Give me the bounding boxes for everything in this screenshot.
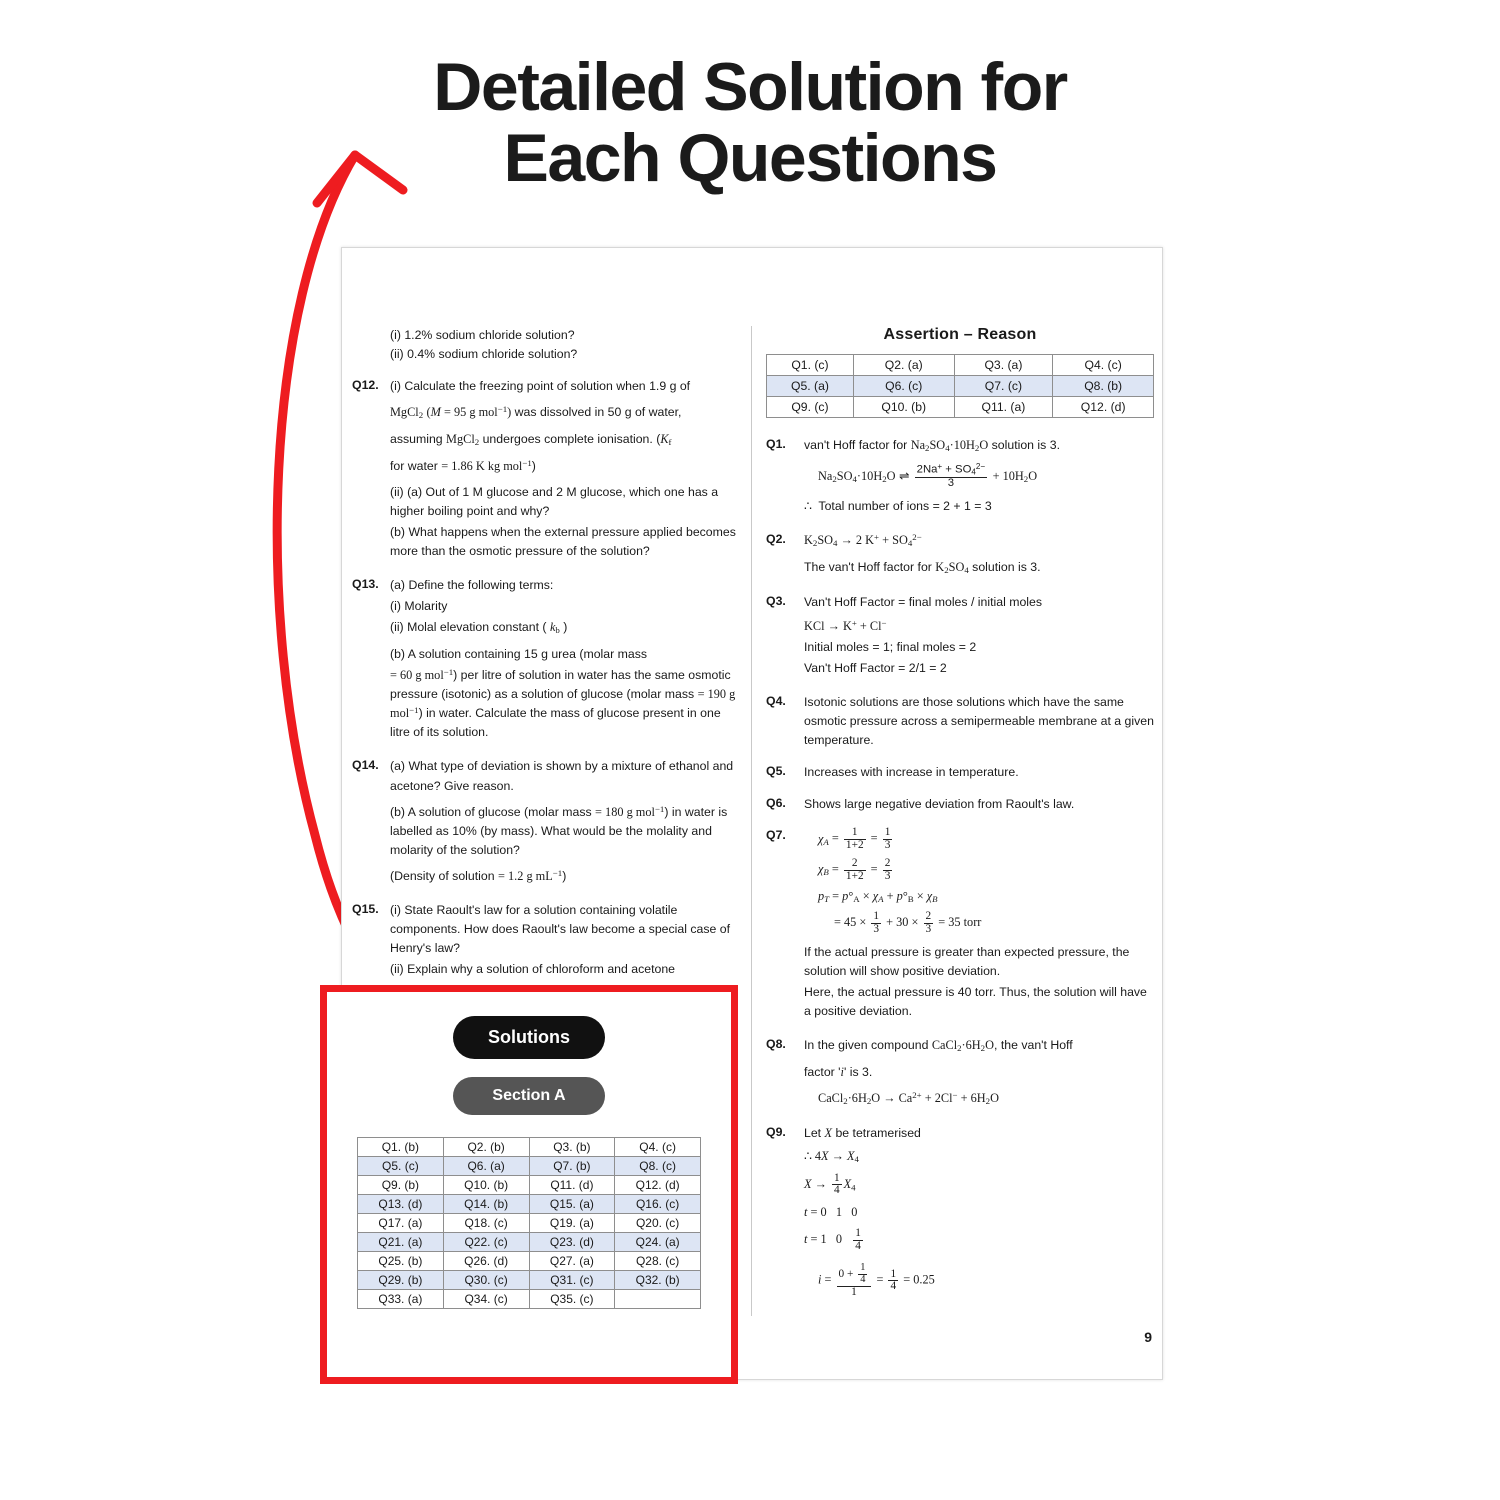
answer-cell: Q10. (b) <box>853 397 954 418</box>
solution-label: Q8. <box>766 1036 786 1051</box>
answer-cell: Q11. (a) <box>954 397 1053 418</box>
table-row <box>358 1214 701 1233</box>
answer-cell: Q35. (c) <box>529 1290 615 1309</box>
answer-cell: Q2. (a) <box>853 355 954 376</box>
answer-cell: Q9. (c) <box>767 397 854 418</box>
answer-cell: Q10. (b) <box>443 1176 529 1195</box>
answer-cell: Q8. (c) <box>615 1157 701 1176</box>
solution-label: Q9. <box>766 1124 786 1139</box>
solution-body: Isotonic solutions are those solutions which have the same osmotic pressure across a semipermeable membrane at a given temperature. <box>804 695 1154 748</box>
answer-cell: Q4. (c) <box>615 1138 701 1157</box>
answer-cell: Q30. (c) <box>443 1271 529 1290</box>
answer-cell: Q5. (c) <box>358 1157 444 1176</box>
solutions-heading-pill: Solutions <box>453 1016 605 1059</box>
solution-line: Van't Hoff Factor = final moles / initial moles <box>804 594 1043 609</box>
solution-body: Shows large negative deviation from Raoult's law. <box>804 797 1075 812</box>
solution-body: van't Hoff factor for $Na_2SO_4\cdot 10H_2O$ solution is 3. $Na_2SO_4\cdot 10H_2O$ ⇌ $\frac{2Na^+ + SO_4^{2-}}{3}$ + $10H_2O$ ∴ Total number of ions = 2 + 1 = 3 <box>804 438 1060 514</box>
question-label: Q12. <box>352 378 379 393</box>
answer-cell: Q28. (c) <box>615 1252 701 1271</box>
solution-body: $K_2SO_4 \to 2$ $K^+ + SO_4^{2-}$ The van't Hoff factor for $K_2SO_4$ solution is 3. <box>804 532 1041 576</box>
question-label: Q14. <box>352 758 379 773</box>
table-row <box>358 1138 701 1157</box>
solution-block <box>766 693 1154 750</box>
solution-line: If the actual pressure is greater than expected pressure, the solution will show positive deviation. <box>804 944 1130 978</box>
answer-cell: Q16. (c) <box>615 1195 701 1214</box>
answer-cell: Q3. (b) <box>529 1138 615 1157</box>
answer-cell: Q19. (a) <box>529 1214 615 1233</box>
solution-block <box>766 1036 1154 1111</box>
answer-cell: Q2. (b) <box>443 1138 529 1157</box>
answer-cell: Q26. (d) <box>443 1252 529 1271</box>
table-row <box>358 1252 701 1271</box>
question-part: (ii) Explain why a solution of chloroform and acetone <box>390 961 676 976</box>
solution-label: Q1. <box>766 437 786 451</box>
solution-block <box>766 795 1154 814</box>
table-row <box>767 376 1154 397</box>
solution-body: Van't Hoff Factor = final moles / initial moles KCl → K+ + Cl− Initial moles = 1; final moles = 2 Van't Hoff Factor = 2/1 = 2 <box>804 593 1154 680</box>
answer-cell: Q29. (b) <box>358 1271 444 1290</box>
question-body <box>390 901 737 981</box>
answer-cell: Q7. (c) <box>954 376 1053 397</box>
answer-cell: Q6. (a) <box>443 1157 529 1176</box>
solution-block <box>766 531 1154 580</box>
answer-cell: Q20. (c) <box>615 1214 701 1233</box>
answer-cell: Q13. (d) <box>358 1195 444 1214</box>
intro-line-2: (ii) 0.4% sodium chloride solution? <box>390 347 578 362</box>
answer-cell: Q8. (b) <box>1053 376 1154 397</box>
solution-label: Q4. <box>766 694 786 709</box>
answer-cell: Q27. (a) <box>529 1252 615 1271</box>
answer-cell: Q23. (d) <box>529 1233 615 1252</box>
solution-block <box>766 827 1154 1022</box>
solution-label: Q2. <box>766 532 786 547</box>
solution-body: Increases with increase in temperature. <box>804 765 1019 780</box>
question-block <box>352 377 737 563</box>
solution-line: Initial moles = 1; final moles = 2 <box>804 640 977 655</box>
table-row <box>358 1176 701 1195</box>
question-body: (a) What type of deviation is shown by a mixture of ethanol and acetone? Give reason. (b) A solution of glucose (molar mass = 180 g mol$^{-1}$) in water is labelled as 10% (by mass). What would be the molality and molarity of the solution? (Density of solution = 1.2 g $mL^{-1}$) <box>390 759 734 883</box>
answer-cell: Q18. (c) <box>443 1214 529 1233</box>
solution-label: Q7. <box>766 828 786 843</box>
page-title-line-2: Each Questions <box>503 120 997 197</box>
answer-cell: Q11. (d) <box>529 1176 615 1195</box>
solution-body: In the given compound $CaCl_2\cdot 6H_2O$, the van't Hoff factor 'i' is 3. $CaCl_2\cdot 6H_2O \to Ca^{2+} + 2Cl^- + 6H_2O$ <box>804 1037 1073 1106</box>
assertion-reason-answer-table <box>766 354 1154 418</box>
answer-cell: Q14. (b) <box>443 1195 529 1214</box>
answer-cell: Q34. (c) <box>443 1290 529 1309</box>
question-label: Q15. <box>352 901 379 916</box>
page-title-line-1: Detailed Solution for <box>433 49 1067 125</box>
answer-cell: Q24. (a) <box>615 1233 701 1252</box>
table-row <box>358 1157 701 1176</box>
solution-label: Q5. <box>766 764 786 779</box>
answer-cell: Q32. (b) <box>615 1271 701 1290</box>
question-block <box>352 901 737 981</box>
page-title <box>0 49 1500 197</box>
intro-line-1: (i) 1.2% sodium chloride solution? <box>390 328 575 342</box>
assertion-reason-title: Assertion – Reason <box>883 326 1037 343</box>
answer-cell: Q1. (b) <box>358 1138 444 1157</box>
left-column <box>352 326 737 994</box>
answer-cell: Q12. (d) <box>1053 397 1154 418</box>
answer-cell: Q15. (a) <box>529 1195 615 1214</box>
answer-cell: Q12. (d) <box>615 1176 701 1195</box>
answer-cell: Q31. (c) <box>529 1271 615 1290</box>
solution-line: Van't Hoff Factor = 2/1 = 2 <box>804 661 947 676</box>
answer-cell: Q17. (a) <box>358 1214 444 1233</box>
question-block <box>352 757 737 887</box>
solution-line: Here, the actual pressure is 40 torr. Thus, the solution will have a positive deviation. <box>804 984 1147 1018</box>
answer-cell: Q3. (a) <box>954 355 1053 376</box>
table-row <box>358 1290 701 1309</box>
solution-block <box>766 763 1154 782</box>
question-body: (i) Calculate the freezing point of solution when 1.9 g of MgCl$_2$ (M = 95 g mol$^{-1}$) was dissolved in 50 g of water, assuming MgCl$_2$ undergoes complete ionisation. ($K_f$ for water = 1.86 K kg mol$^{-1}$) (ii) (a) Out of 1 M glucose and 2 M glucose, which one has a higher boiling point and why? (b) What happens when the external pressure applied becomes more than the osmotic pressure of the solution? <box>390 379 736 559</box>
table-row <box>358 1271 701 1290</box>
question-block <box>352 576 737 744</box>
table-row <box>358 1195 701 1214</box>
table-row <box>358 1233 701 1252</box>
answer-cell: Q6. (c) <box>853 376 954 397</box>
answer-cell: Q21. (a) <box>358 1233 444 1252</box>
solution-label: Q6. <box>766 796 786 811</box>
solution-label: Q3. <box>766 593 786 608</box>
answer-cell: Q5. (a) <box>767 376 854 397</box>
solution-block <box>766 593 1154 680</box>
highlighted-solutions-section <box>320 985 738 1384</box>
solution-block <box>766 436 1154 518</box>
answer-cell: Q4. (c) <box>1053 355 1154 376</box>
answer-cell: Q22. (c) <box>443 1233 529 1252</box>
answer-cell: Q1. (c) <box>767 355 854 376</box>
section-a-answer-table <box>357 1137 701 1309</box>
table-row <box>767 397 1154 418</box>
question-part: (i) State Raoult's law for a solution containing volatile components. How does Raoult's law become a special case of Henry's law? <box>390 902 731 955</box>
right-column <box>766 326 1154 1314</box>
solution-body: $\chi_A$ = $\frac{1}{1+2}$ = $\frac{1}{3}$ $\chi_B$ = $\frac{2}{1+2}$ = $\frac{2}{3}$ $p_T = p^\circ_A \times \chi_A + p^\circ_B \times \chi_B$ = 45 × $\frac{1}{3}$ + 30 × $\frac{2}{3}$ = 35 torr If the actual pressure is greater than expected pressure, the solution will show positive deviation. Here, the actual pressure is 40 torr. Thus, the solution will have a positive deviation. <box>804 827 1154 1022</box>
answer-cell: Q9. (b) <box>358 1176 444 1195</box>
solution-body: Let X be tetramerised ∴ $4X \to X_4$ X → $\frac{1}{4}$ $X_4$ t = 0 1 0 t = 1 0 $\frac{1}{4}$ i = 0 + $\frac{1}{4}$ 1 = $\frac{1}{4}$ = 0.25 <box>804 1125 935 1298</box>
page-number: 9 <box>1144 1329 1152 1345</box>
solution-block <box>766 1124 1154 1301</box>
question-label: Q13. <box>352 577 379 592</box>
answer-cell-empty <box>615 1290 701 1309</box>
column-divider <box>751 326 752 1316</box>
answer-cell: Q7. (b) <box>529 1157 615 1176</box>
answer-cell: Q25. (b) <box>358 1252 444 1271</box>
section-a-heading-pill: Section A <box>453 1077 605 1115</box>
table-row <box>767 355 1154 376</box>
answer-cell: Q33. (a) <box>358 1290 444 1309</box>
question-body: (a) Define the following terms: (i) Molarity (ii) Molal elevation constant ( $k_b$ ) (b) A solution containing 15 g urea (molar mass = 60 g mol$^{-1}$) per litre of solution in water has the same osmotic pressure (isotonic) as a solution of glucose (molar mass = 190 g mol$^{-1}$) in water. Calculate the mass of glucose present in one litre of its solution. <box>390 578 736 740</box>
